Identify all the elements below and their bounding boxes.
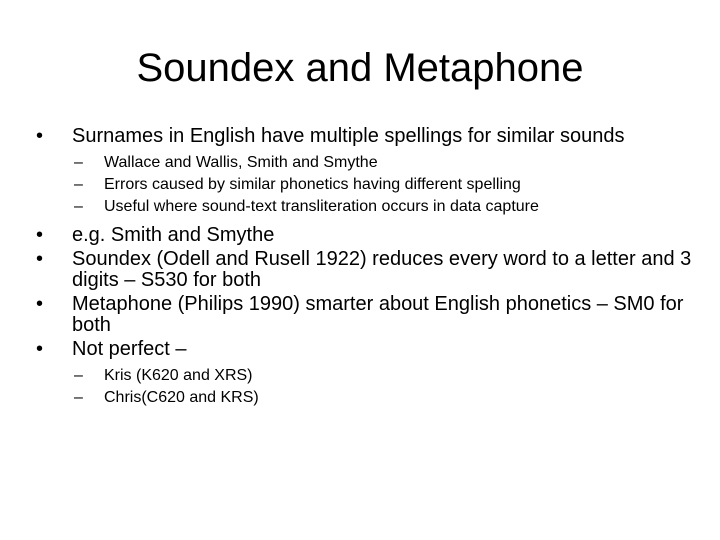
sub-item-text: Useful where sound-text transliteration occurs in data capture: [104, 198, 539, 215]
bullet-item: [34, 294, 694, 336]
slide-body: [34, 126, 694, 416]
dash-icon: –: [74, 198, 83, 215]
dash-icon: –: [74, 389, 83, 406]
sub-item-text: Chris(C620 and KRS): [104, 389, 259, 406]
bullet-text: Metaphone (Philips 1990) smarter about English phonetics – SM0 for both: [72, 293, 684, 336]
bullet-text: e.g. Smith and Smythe: [72, 224, 275, 246]
bullet-item: [34, 126, 694, 147]
sub-item-text: Errors caused by similar phonetics having different spelling: [104, 176, 521, 193]
sub-item: [34, 175, 694, 194]
dash-icon: –: [74, 176, 83, 193]
bullet-icon: •: [36, 224, 44, 246]
sub-item-text: Kris (K620 and XRS): [104, 367, 253, 384]
dash-icon: –: [74, 367, 83, 384]
bullet-text: Soundex (Odell and Rusell 1922) reduces every word to a letter and 3 digits – S530 for both: [72, 248, 692, 291]
sub-item-text: Wallace and Wallis, Smith and Smythe: [104, 154, 378, 171]
bullet-item: [34, 339, 694, 360]
bullet-text: Not perfect –: [72, 338, 187, 360]
bullet-icon: •: [36, 293, 44, 315]
bullet-item: [34, 249, 694, 291]
bullet-item: [34, 225, 694, 246]
sub-item: [34, 366, 694, 385]
sub-item: [34, 153, 694, 172]
sub-item: [34, 388, 694, 407]
dash-icon: –: [74, 154, 83, 171]
sub-list: [34, 366, 694, 407]
bullet-icon: •: [36, 248, 44, 270]
bullet-icon: •: [36, 125, 44, 147]
sub-list: [34, 153, 694, 216]
bullet-text: Surnames in English have multiple spellings for similar sounds: [72, 125, 625, 147]
sub-item: [34, 197, 694, 216]
slide-title: Soundex and Metaphone: [136, 46, 584, 90]
bullet-icon: •: [36, 338, 44, 360]
